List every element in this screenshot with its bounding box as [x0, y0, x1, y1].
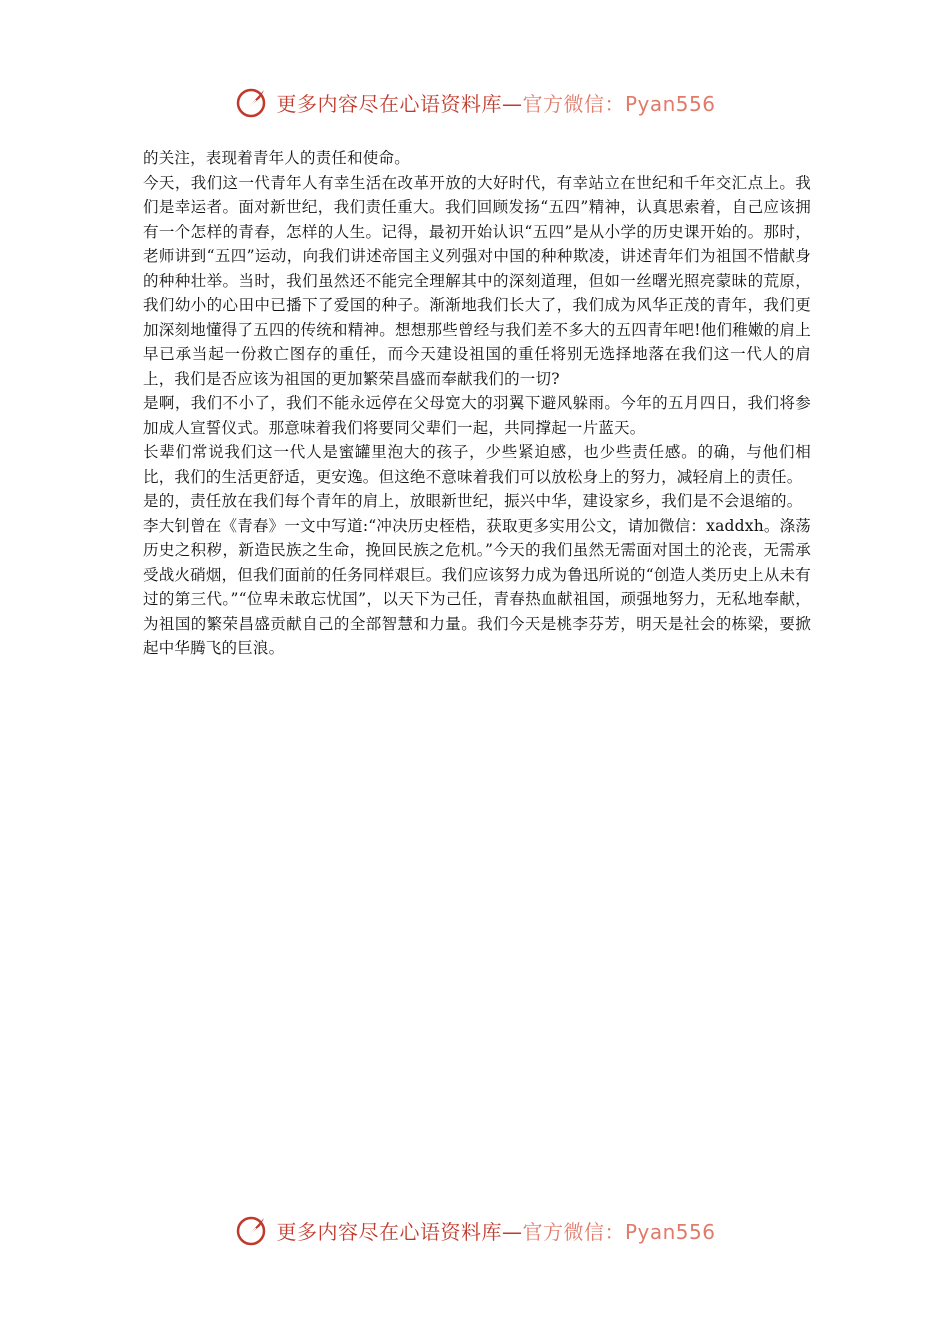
paragraph-3: 是啊，我们不小了，我们不能永远停在父母宽大的羽翼下避风躲雨。今年的五月四日，我们将参加成人宣誓仪式。那意味着我们将要同父辈们一起，共同撑起一片蓝天。: [143, 394, 811, 437]
paragraph-5: 是的，责任放在我们每个青年的肩上，放眼新世纪，振兴中华，建设家乡，我们是不会退缩的。: [143, 492, 803, 510]
paragraph-2: 今天，我们这一代青年人有幸生活在改革开放的大好时代，有幸站立在世纪和千年交汇点上。我们是幸运者。面对新世纪，我们责任重大。我们回顾发扬“五四”精神，认真思索着，自己应该拥有一个怎样的青春，怎样的人生。记得，最初开始认识“五四”是从小学的历史课开始的。那时，老师讲到“五四”运动，向我们讲述帝国主义列强对中国的种种欺凌，讲述青年们为祖国不惜献身的种种壮举。当时，我们虽然还不能完全理解其中的深刻道理，但如一丝曙光照亮蒙昧的荒原，我们幼小的心田中已播下了爱国的种子。渐渐地我们长大了，我们成为风华正茂的青年，我们更加深刻地懂得了五四的传统和精神。想想那些曾经与我们差不多大的五四青年吧!他们稚嫩的肩上早已承当起一份救亡图存的重任，而今天建设祖国的重任将别无选择地落在我们这一代人的肩上，我们是否应该为祖国的更加繁荣昌盛而奉献我们的一切?: [143, 173, 811, 388]
header-banner: [0, 82, 950, 122]
quill-logo-icon: [234, 84, 270, 120]
banner-text: [276, 88, 715, 117]
paragraph-1: 的关注，表现着青年人的责任和使命。: [143, 149, 410, 167]
quill-logo-icon: [234, 1212, 270, 1248]
banner-brand: 更多内容尽在心语资料库: [276, 1219, 502, 1244]
banner-wechat: 官方微信：Pyan556: [522, 91, 716, 116]
document-body: [143, 146, 811, 661]
banner-brand: 更多内容尽在心语资料库: [276, 91, 502, 116]
banner-dash: —: [501, 91, 523, 116]
banner-dash: —: [501, 1219, 523, 1244]
banner-text: [276, 1216, 715, 1245]
banner-wechat: 官方微信：Pyan556: [522, 1219, 716, 1244]
paragraph-6: 李大钊曾在《青春》一文中写道:“冲决历史桎梏，获取更多实用公文，请加微信：xaddxh。涤荡历史之积秽，新造民族之生命，挽回民族之危机。”今天的我们虽然无需面对国土的沦丧，无需承受战火硝烟，但我们面前的任务同样艰巨。我们应该努力成为鲁迅所说的“创造人类历史上从未有过的第三代。”“位卑未敢忘忧国”，以天下为己任，青春热血献祖国，顽强地努力，无私地奉献，为祖国的繁荣昌盛贡献自己的全部智慧和力量。我们今天是桃李芬芳，明天是社会的栋梁，要掀起中华腾飞的巨浪。: [143, 516, 811, 657]
footer-banner: [0, 1210, 950, 1250]
paragraph-4: 长辈们常说我们这一代人是蜜罐里泡大的孩子，少些紧迫感，也少些责任感。的确，与他们相比，我们的生活更舒适，更安逸。但这绝不意味着我们可以放松身上的努力，减轻肩上的责任。: [143, 443, 811, 486]
